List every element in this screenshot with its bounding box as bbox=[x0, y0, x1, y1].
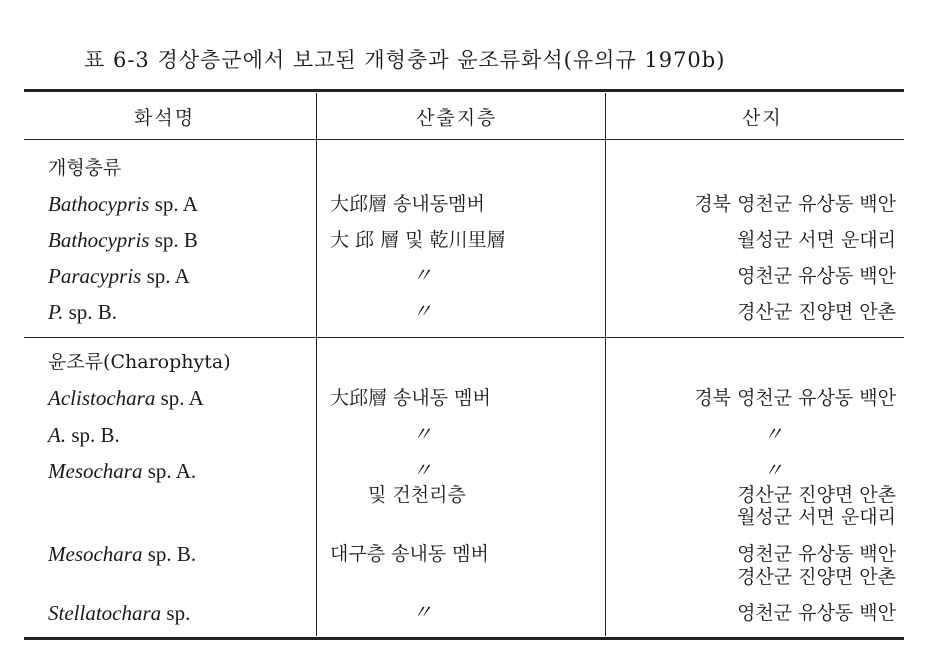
fossil-name-cell bbox=[48, 543, 196, 565]
genus-name: Bathocypris bbox=[48, 228, 150, 252]
locality-cell: 월성군 서면 운대리 bbox=[737, 506, 896, 528]
group-label-ostracoda: 개형충류 bbox=[48, 157, 122, 179]
formation-cell: 〃 bbox=[412, 602, 432, 624]
species-suffix: sp. A bbox=[141, 264, 190, 288]
locality-cell: 〃 bbox=[763, 460, 783, 482]
formation-cell: 〃 bbox=[412, 460, 432, 482]
genus-name: Bathocypris bbox=[48, 192, 150, 216]
group-divider-rule bbox=[24, 337, 904, 338]
formation-cell: 大邱層 송내동 멤버 bbox=[330, 387, 491, 409]
fossil-name-cell bbox=[48, 229, 198, 251]
locality-cell: 경산군 진양면 안촌 bbox=[737, 566, 896, 588]
formation-cell: 〃 bbox=[412, 424, 432, 446]
locality-cell: 영천군 유상동 백안 bbox=[737, 265, 896, 287]
species-suffix: sp. A bbox=[155, 386, 204, 410]
header-fossil-name: 화석명 bbox=[134, 107, 196, 129]
fossil-name-cell bbox=[48, 424, 120, 446]
genus-name: Mesochara bbox=[48, 542, 143, 566]
locality-cell: 경산군 진양면 안촌 bbox=[737, 484, 896, 506]
fossil-name-cell bbox=[48, 387, 204, 409]
formation-cell: 大 邱 層 및 乾川里層 bbox=[330, 229, 506, 251]
header-formation: 산출지층 bbox=[416, 107, 498, 129]
fossil-name-cell bbox=[48, 301, 117, 323]
formation-cell: 〃 bbox=[412, 265, 432, 287]
genus-name: Aclistochara bbox=[48, 386, 156, 410]
locality-cell: 경산군 진양면 안촌 bbox=[737, 301, 896, 323]
table-title: 표 6-3 경상층군에서 보고된 개형충과 윤조류화석(유의규 1970b) bbox=[84, 48, 726, 72]
species-suffix: sp. B. bbox=[63, 300, 118, 324]
species-suffix: sp. B. bbox=[142, 542, 197, 566]
column-divider-1 bbox=[316, 93, 317, 636]
genus-name: Stellatochara bbox=[48, 601, 162, 625]
formation-cell: 대구층 송내동 멤버 bbox=[330, 543, 489, 565]
species-suffix: sp. B. bbox=[66, 423, 120, 447]
locality-cell: 〃 bbox=[763, 424, 783, 446]
locality-cell: 월성군 서면 운대리 bbox=[737, 229, 896, 251]
formation-cell-continued: 및 건천리층 bbox=[368, 484, 466, 506]
species-suffix: sp. B bbox=[149, 228, 198, 252]
fossil-name-cell bbox=[48, 265, 190, 287]
species-suffix: sp. bbox=[161, 601, 191, 625]
genus-name: Paracypris bbox=[48, 264, 142, 288]
fossil-name-cell bbox=[48, 193, 198, 215]
column-divider-2 bbox=[605, 93, 606, 636]
fossil-name-cell bbox=[48, 460, 196, 482]
bottom-rule bbox=[24, 637, 904, 640]
top-rule bbox=[24, 89, 904, 92]
genus-name: Mesochara bbox=[48, 459, 143, 483]
formation-cell: 大邱層 송내동멤버 bbox=[330, 193, 485, 215]
genus-name: A. bbox=[48, 423, 67, 447]
header-locality: 산지 bbox=[742, 107, 783, 129]
fossil-name-cell bbox=[48, 602, 190, 624]
locality-cell: 경북 영천군 유상동 백안 bbox=[694, 387, 896, 409]
formation-cell: 〃 bbox=[412, 301, 432, 323]
header-rule bbox=[24, 139, 904, 140]
locality-cell: 경북 영천군 유상동 백안 bbox=[694, 193, 896, 215]
locality-cell: 영천군 유상동 백안 bbox=[737, 602, 896, 624]
genus-name: P. bbox=[48, 300, 64, 324]
locality-cell: 영천군 유상동 백안 bbox=[737, 543, 896, 565]
species-suffix: sp. A. bbox=[142, 459, 197, 483]
species-suffix: sp. A bbox=[149, 192, 198, 216]
group-label-charophyta: 윤조류(Charophyta) bbox=[48, 351, 231, 373]
